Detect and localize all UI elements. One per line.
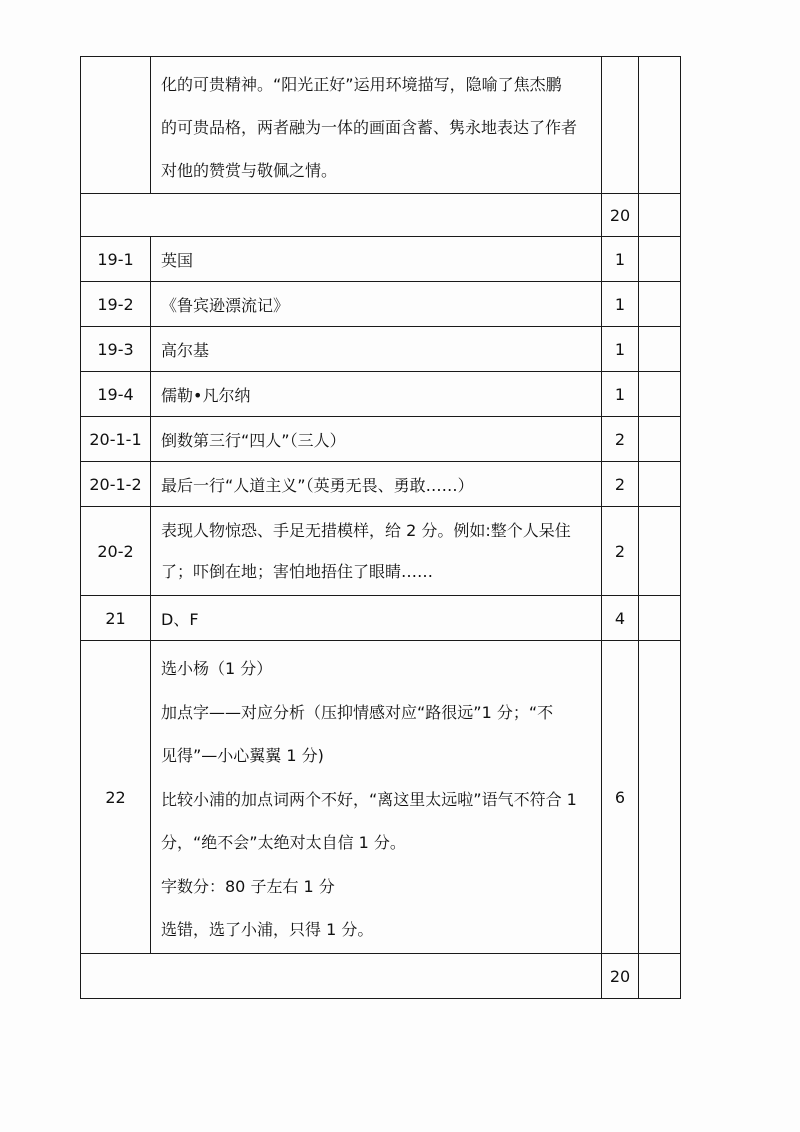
question-number: 19-1 <box>81 237 151 282</box>
answer-line: 选小杨（1 分） <box>161 659 273 678</box>
answer-line: 了；吓倒在地；害怕地捂住了眼睛…… <box>161 562 434 581</box>
answer-cell <box>151 57 602 194</box>
answer-line: 比较小浦的加点词两个不好，“离这里太远啦”语气不符合 1 <box>161 789 577 809</box>
score-cell: 6 <box>602 641 639 954</box>
blank-cell <box>639 417 681 462</box>
subtotal-label-cell <box>81 194 602 237</box>
table-row <box>81 596 681 641</box>
question-number: 22 <box>81 641 151 954</box>
score-cell: 2 <box>602 507 639 596</box>
answer-line: 字数分：80 子左右 1 分 <box>161 876 335 896</box>
answer-cell <box>151 641 602 954</box>
subtotal-score: 20 <box>602 954 639 999</box>
answer-line: 见得”—小心翼翼 1 分) <box>161 746 324 765</box>
blank-cell <box>639 462 681 507</box>
blank-cell <box>639 237 681 282</box>
answer-line: 对他的赞赏与敬佩之情。 <box>161 161 338 180</box>
question-number: 19-4 <box>81 372 151 417</box>
blank-cell <box>639 282 681 327</box>
blank-cell <box>639 327 681 372</box>
score-cell: 1 <box>602 327 639 372</box>
blank-cell <box>639 507 681 596</box>
score-cell <box>602 57 639 194</box>
blank-cell <box>639 596 681 641</box>
answer-cell: 英国 <box>151 237 602 282</box>
answer-cell <box>151 507 602 596</box>
answer-cell: D、F <box>151 596 602 641</box>
question-number: 19-3 <box>81 327 151 372</box>
question-number-cell <box>81 57 151 194</box>
answer-cell: 《鲁宾逊漂流记》 <box>151 282 602 327</box>
answer-line: 的可贵品格，两者融为一体的画面含蓄、隽永地表达了作者 <box>161 118 578 137</box>
table-row <box>81 237 681 282</box>
subtotal-score: 20 <box>602 194 639 237</box>
table-row <box>81 641 681 954</box>
answer-cell: 倒数第三行“四人”（三人） <box>151 417 602 462</box>
table-row <box>81 372 681 417</box>
answer-cell: 最后一行“人道主义”（英勇无畏、勇敢……） <box>151 462 602 507</box>
table-row <box>81 57 681 194</box>
subtotal-row <box>81 954 681 999</box>
table-row <box>81 507 681 596</box>
table-row <box>81 462 681 507</box>
score-cell: 1 <box>602 282 639 327</box>
score-cell: 2 <box>602 417 639 462</box>
answer-line: 化的可贵精神。“阳光正好”运用环境描写，隐喻了焦杰鹏 <box>161 75 562 94</box>
score-cell: 1 <box>602 237 639 282</box>
table-row <box>81 327 681 372</box>
score-cell: 1 <box>602 372 639 417</box>
score-cell: 2 <box>602 462 639 507</box>
blank-cell <box>639 194 681 237</box>
answer-cell: 高尔基 <box>151 327 602 372</box>
answer-cell: 儒勒•凡尔纳 <box>151 372 602 417</box>
question-number: 20-1-2 <box>81 462 151 507</box>
score-cell: 4 <box>602 596 639 641</box>
answer-line: 选错，选了小浦，只得 1 分。 <box>161 920 374 939</box>
blank-cell <box>639 954 681 999</box>
table-row <box>81 417 681 462</box>
subtotal-label-cell <box>81 954 602 999</box>
table-row <box>81 282 681 327</box>
subtotal-row <box>81 194 681 237</box>
question-number: 19-2 <box>81 282 151 327</box>
question-number: 20-1-1 <box>81 417 151 462</box>
answer-key-table <box>80 56 681 999</box>
question-number: 20-2 <box>81 507 151 596</box>
answer-line: 表现人物惊恐、手足无措模样，给 2 分。例如:整个人呆住 <box>161 521 571 540</box>
answer-line: 加点字——对应分析（压抑情感对应“路很远”1 分；“不 <box>161 702 554 722</box>
answer-line: 分，“绝不会”太绝对太自信 1 分。 <box>161 833 406 852</box>
blank-cell <box>639 641 681 954</box>
blank-cell <box>639 57 681 194</box>
question-number: 21 <box>81 596 151 641</box>
blank-cell <box>639 372 681 417</box>
